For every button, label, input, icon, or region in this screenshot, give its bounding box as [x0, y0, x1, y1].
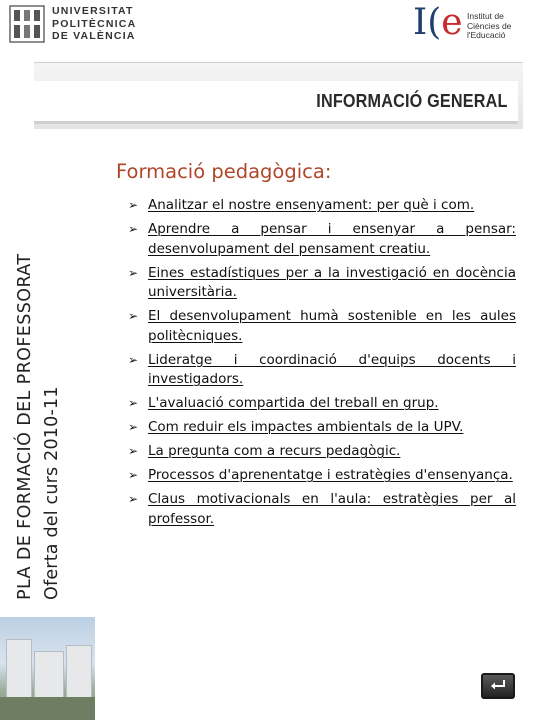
bullet-arrow-icon: ➢: [128, 420, 139, 434]
side-title: [6, 190, 76, 610]
ice-line-2: Ciències de: [467, 20, 512, 31]
upv-line-3: DE VALÈNCIA: [52, 30, 136, 42]
building-shape: [6, 639, 32, 701]
list-item-text: Processos d'aprenentatge i estratègies d'ensenyança.: [148, 467, 513, 483]
list-item-text: Eines estadístiques per a la investigació en docència universitària.: [148, 264, 516, 300]
list-item: [128, 418, 516, 438]
page-title: INFORMACIÓ GENERAL: [316, 91, 508, 111]
side-title-line-2: Oferta del curs 2010-11: [42, 386, 62, 600]
ice-logo: [413, 2, 533, 46]
bullet-arrow-icon: ➢: [128, 352, 139, 367]
grass-area: [0, 697, 95, 720]
bullet-arrow-icon: ➢: [128, 198, 139, 212]
list-item-text: L'avaluació compartida del treball en grup.: [148, 395, 439, 411]
list-item-text: Analitzar el nostre ensenyament: per què i com.: [148, 197, 475, 213]
list-item: [128, 442, 516, 462]
list-item: [128, 466, 516, 486]
list-item-text: Com reduir els impactes ambientals de la UPV.: [148, 419, 464, 435]
list-item: [128, 220, 516, 259]
return-button[interactable]: [481, 673, 515, 699]
list-item: [128, 351, 516, 390]
list-item-text: Lideratge i coordinació d'equips docents i investigadors.: [148, 351, 516, 387]
bullet-arrow-icon: ➢: [128, 396, 139, 410]
list-item: [128, 490, 516, 529]
ice-e: e: [441, 2, 463, 43]
ice-line-3: l'Educació: [467, 30, 506, 40]
upv-line-2: POLITÈCNICA: [52, 17, 137, 30]
title-banner: [34, 62, 523, 129]
bullet-arrow-icon: ➢: [128, 309, 139, 323]
list-item-text: El desenvolupament humà sostenible en les aules politècniques.: [148, 308, 516, 344]
upv-logo: [8, 4, 138, 44]
ice-monogram: [413, 2, 463, 43]
upv-crest-icon: [8, 4, 46, 44]
ice-line-1: Institut de: [467, 11, 504, 21]
building-shape: [66, 645, 92, 701]
upv-name: [52, 5, 136, 43]
bullet-arrow-icon: ➢: [128, 444, 139, 458]
side-title-line-1: PLA DE FORMACIÓ DEL PROFESSORAT: [15, 253, 35, 600]
return-arrow-icon: [490, 679, 506, 691]
bullet-arrow-icon: ➢: [128, 468, 139, 482]
bullet-arrow-icon: ➢: [128, 222, 139, 236]
course-list: [128, 196, 516, 534]
list-item: [128, 264, 516, 303]
list-item: [128, 307, 516, 346]
section-title: Formació pedagògica:: [116, 160, 332, 183]
ice-letters: I(: [413, 2, 442, 43]
title-banner-inner: [34, 81, 518, 124]
list-item-text: Aprendre a pensar i ensenyar a pensar: desenvolupament del pensament creatiu.: [148, 221, 516, 257]
list-item: [128, 196, 516, 216]
bullet-arrow-icon: ➢: [128, 492, 139, 506]
upv-line-1: UNIVERSITAT: [52, 5, 134, 17]
list-item: [128, 394, 516, 414]
building-shape: [34, 651, 64, 701]
bullet-arrow-icon: ➢: [128, 265, 139, 280]
ice-name: [467, 12, 511, 41]
list-item-text: La pregunta com a recurs pedagògic.: [148, 443, 401, 459]
list-item-text: Claus motivacionals en l'aula: estratègies per al professor.: [148, 491, 516, 527]
campus-photo: [0, 617, 95, 720]
